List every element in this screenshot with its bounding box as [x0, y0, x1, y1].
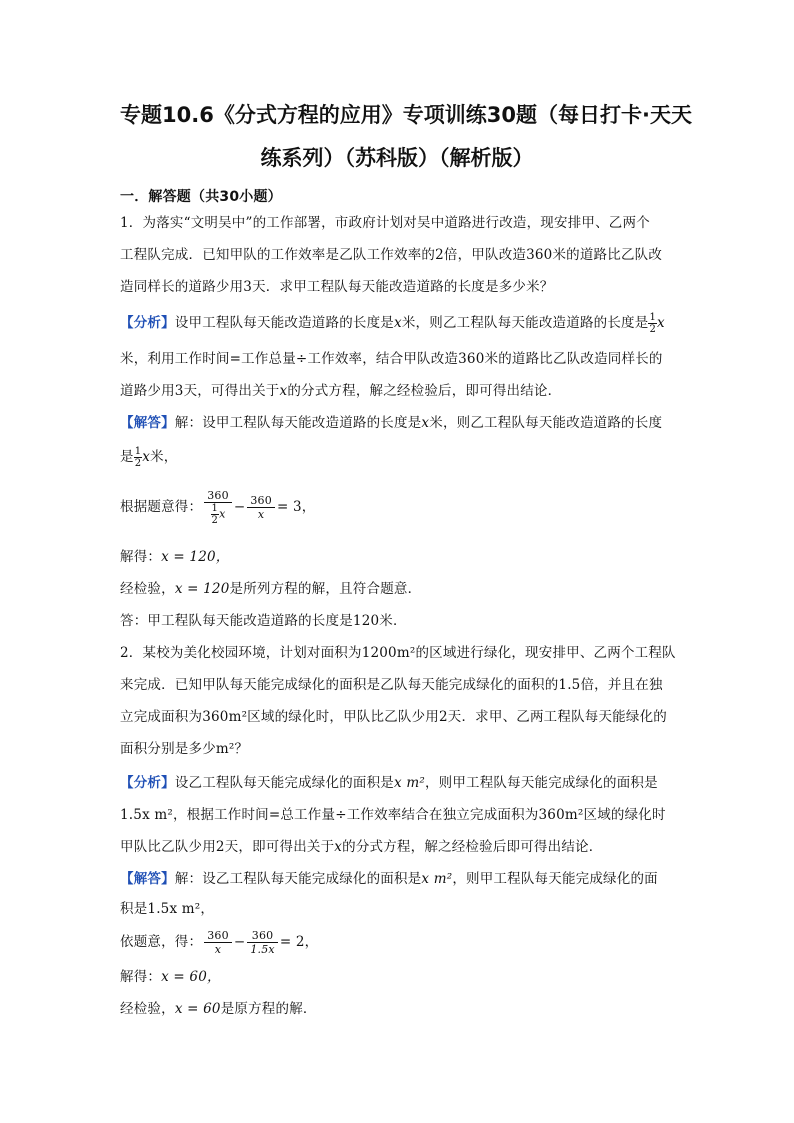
a1-answer-line-2: 是 $\frac{1}{2}$ x米，: [120, 446, 178, 469]
q2-line-2: 来完成．已知甲队每天能完成绿化的面积是乙队每天能完成绿化的面积的1.5倍，并且在独: [120, 677, 663, 693]
equation-fraction-1: $\frac{360}{x}$: [204, 929, 232, 956]
q1-line-1: 1．为落实“文明吴中”的工作部署，市政府计划对吴中道路进行改造，现安排甲、乙两个: [120, 215, 650, 231]
fraction-half: $\frac{1}{2}$: [649, 312, 657, 335]
equation-fraction-1: 360 $\frac{1}{2}$ x: [204, 489, 232, 526]
a1-analysis-line-1: 【分析】设甲工程队每天能改造道路的长度是x米，则乙工程队每天能改造道路的长度是 $\frac{1}{2}$ x: [120, 312, 665, 335]
document-title-line-1: 专题10.6《分式方程的应用》专项训练30题（每日打卡·天天: [120, 103, 693, 127]
a2-equation: 依题意，得： $\frac{360}{x}$ − $\frac{360}{1.5x}$ = 2，: [120, 929, 319, 956]
a2-solve: 解得：x = 60，: [120, 969, 221, 985]
a2-analysis-line-2: 1.5x m²，根据工作时间=总工作量÷工作效率结合在独立完成面积为360m²区域的绿化时: [120, 807, 666, 823]
a1-check: 经检验，x = 120是所列方程的解，且符合题意．: [120, 581, 422, 597]
q2-line-4: 面积分别是多少m²？: [120, 741, 249, 757]
a2-analysis-line-3: 甲队比乙队少用2天，即可得出关于x的分式方程，解之经检验后即可得出结论．: [120, 839, 603, 855]
q1-line-3: 造同样长的道路少用3天．求甲工程队每天能改造道路的长度是多少米？: [120, 279, 554, 295]
a1-equation: 根据题意得： 360 $\frac{1}{2}$ x − $\frac{360}{x}$ = 3，: [120, 489, 316, 526]
document-title-line-2: 练系列）（苏科版）（解析版）: [260, 146, 534, 170]
q2-line-3: 立完成面积为360m²区域的绿化时，甲队比乙队少用2天．求甲、乙两工程队每天能绿化的: [120, 709, 667, 725]
answer-tag: 【解答】: [120, 415, 175, 431]
q2-line-1: 2．某校为美化校园环境，计划对面积为1200m²的区域进行绿化，现安排甲、乙两个工程队: [120, 645, 676, 661]
a1-final: 答：甲工程队每天能改造道路的长度是120米．: [120, 613, 407, 629]
q1-line-2: 工程队完成．已知甲队的工作效率是乙队工作效率的2倍，甲队改造360米的道路比乙队改: [120, 247, 663, 263]
a2-check: 经检验，x = 60是原方程的解．: [120, 1001, 317, 1017]
a2-answer-line-2: 积是1.5x m²，: [120, 901, 215, 917]
equation-fraction-2: $\frac{360}{1.5x}$: [247, 929, 278, 956]
analysis-tag: 【分析】: [120, 315, 175, 331]
a1-solve: 解得：x = 120，: [120, 549, 230, 565]
a1-answer-line-1: 【解答】解：设甲工程队每天能改造道路的长度是x米，则乙工程队每天能改造道路的长度: [120, 415, 663, 431]
answer-tag: 【解答】: [120, 871, 175, 887]
a1-analysis-line-3: 道路少用3天，可得出关于x的分式方程，解之经检验后，即可得出结论．: [120, 383, 562, 399]
section-heading: 一．解答题（共30小题）: [120, 189, 282, 205]
a2-analysis-line-1: 【分析】设乙工程队每天能完成绿化的面积是x m²，则甲工程队每天能完成绿化的面积是: [120, 775, 658, 791]
a1-analysis-line-2: 米，利用工作时间=工作总量÷工作效率，结合甲队改造360米的道路比乙队改造同样长的: [120, 351, 663, 367]
analysis-tag: 【分析】: [120, 775, 175, 791]
a2-answer-line-1: 【解答】解：设乙工程队每天能完成绿化的面积是x m²，则甲工程队每天能完成绿化的面: [120, 871, 658, 887]
fraction-half: $\frac{1}{2}$: [134, 446, 142, 469]
equation-fraction-2: $\frac{360}{x}$: [247, 494, 275, 521]
